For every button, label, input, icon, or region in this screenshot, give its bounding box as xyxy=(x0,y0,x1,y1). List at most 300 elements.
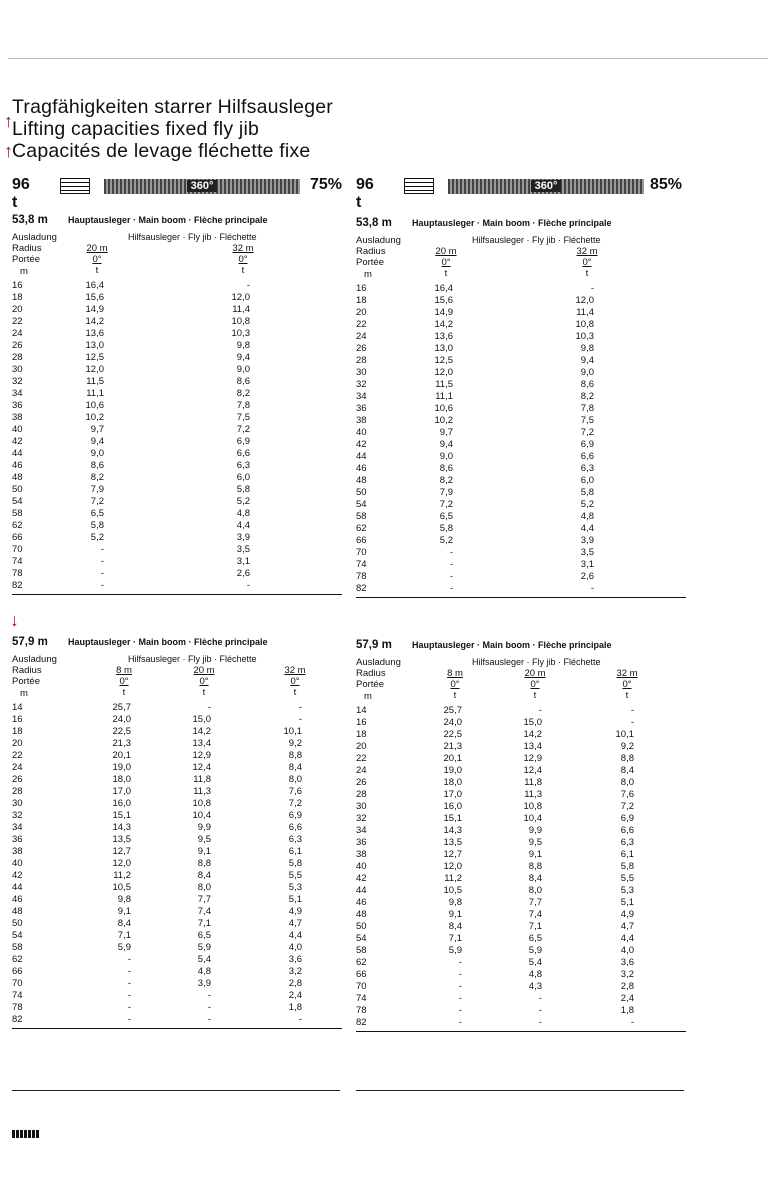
capacity-value: 6,0 xyxy=(580,475,594,486)
capacity-value: 5,9 xyxy=(448,945,462,956)
capacity-value: 6,3 xyxy=(620,837,634,848)
radius-value: 22 xyxy=(12,750,23,761)
table-row xyxy=(12,400,346,412)
radius-value: 36 xyxy=(12,400,23,411)
capacity-value: 4,0 xyxy=(620,945,634,956)
capacity-value: 14,2 xyxy=(523,729,542,740)
capacity-value: 8,6 xyxy=(236,376,250,387)
load-unit: t xyxy=(453,690,457,701)
capacity-value: 15,6 xyxy=(434,295,453,306)
capacity-value: 6,6 xyxy=(620,825,634,836)
capacity-value: 4,8 xyxy=(197,966,211,977)
capacity-value: 9,1 xyxy=(528,849,542,860)
table-row xyxy=(12,328,346,340)
radius-value: 28 xyxy=(12,786,23,797)
load-unit: t xyxy=(202,687,206,698)
capacity-value: 8,2 xyxy=(439,475,453,486)
radius-value: 28 xyxy=(12,352,23,363)
jib-length: 32 m xyxy=(232,243,254,254)
table-row xyxy=(12,906,346,918)
capacity-value: 15,0 xyxy=(192,714,211,725)
radius-value: 38 xyxy=(356,849,367,860)
footer-rule-right xyxy=(356,1090,684,1091)
radius-value: 66 xyxy=(356,535,367,546)
capacity-value: 12,4 xyxy=(192,762,211,773)
table-row xyxy=(356,729,690,741)
capacity-value: 2,6 xyxy=(580,571,594,582)
capacity-value: 7,1 xyxy=(197,918,211,929)
table-row xyxy=(12,568,346,580)
capacity-value: 24,0 xyxy=(112,714,131,725)
radius-value: 58 xyxy=(12,942,23,953)
table-row xyxy=(12,726,346,738)
radius-label-de: Ausladung xyxy=(356,657,401,668)
capacity-value: 10,4 xyxy=(192,810,211,821)
capacity-value: - xyxy=(590,283,594,294)
radius-value: 14 xyxy=(12,702,23,713)
capacity-table-53-8-85 xyxy=(356,213,690,598)
capacity-value: 13,5 xyxy=(443,837,462,848)
table-row xyxy=(356,523,690,535)
capacity-value: 4,4 xyxy=(236,520,250,531)
table-row xyxy=(356,813,690,825)
capacity-value: 7,2 xyxy=(580,427,594,438)
footer-mark xyxy=(12,1130,40,1138)
main-boom-label: Hauptausleger · Main boom · Flèche principale xyxy=(68,215,268,225)
radius-value: 32 xyxy=(356,813,367,824)
capacity-value: - xyxy=(630,1017,634,1028)
capacity-value: 12,7 xyxy=(112,846,131,857)
radius-value: 32 xyxy=(356,379,367,390)
load-unit: t xyxy=(625,690,629,701)
capacity-value: 11,5 xyxy=(435,379,453,390)
radius-value: 32 xyxy=(12,376,23,387)
load-unit: t xyxy=(444,268,448,279)
main-boom-label: Hauptausleger · Main boom · Flèche principale xyxy=(412,640,612,650)
radius-value: 44 xyxy=(356,885,367,896)
jib-length-header xyxy=(228,243,258,276)
table-row xyxy=(12,484,346,496)
radius-label-de: Ausladung xyxy=(12,232,57,243)
table-row xyxy=(12,762,346,774)
capacity-value: 11,8 xyxy=(193,774,211,785)
capacity-value: 9,7 xyxy=(90,424,104,435)
capacity-value: - xyxy=(207,1014,211,1025)
capacity-value: 5,2 xyxy=(580,499,594,510)
radius-unit: m xyxy=(20,266,28,277)
capacity-value: 13,4 xyxy=(192,738,211,749)
capacity-value: 12,0 xyxy=(434,367,453,378)
capacity-value: - xyxy=(458,969,462,980)
capacity-value: 9,1 xyxy=(197,846,211,857)
capacity-value: 1,8 xyxy=(620,1005,634,1016)
jib-length: 20 m xyxy=(86,243,108,254)
capacity-value: 12,0 xyxy=(112,858,131,869)
table-row xyxy=(356,1017,690,1029)
capacity-value: 3,6 xyxy=(620,957,634,968)
table-row xyxy=(356,295,690,307)
table-row xyxy=(356,475,690,487)
capacity-value: 10,5 xyxy=(443,885,462,896)
capacity-value: 11,2 xyxy=(444,873,462,884)
table-row xyxy=(12,810,346,822)
radius-value: 40 xyxy=(12,858,23,869)
capacity-value: 20,1 xyxy=(112,750,131,761)
radius-value: 28 xyxy=(356,355,367,366)
capacity-value: - xyxy=(449,571,453,582)
table-row xyxy=(356,379,690,391)
capacity-value: - xyxy=(100,580,104,591)
column-headers xyxy=(12,232,346,280)
table-row xyxy=(356,583,690,595)
table-row xyxy=(356,837,690,849)
capacity-value: 3,5 xyxy=(236,544,250,555)
radius-value: 78 xyxy=(12,568,23,579)
table-row xyxy=(12,894,346,906)
capacity-value: 7,7 xyxy=(528,897,542,908)
jib-angle: 0° xyxy=(199,676,209,687)
counterweight-icon xyxy=(404,178,434,194)
capacity-value: 6,3 xyxy=(580,463,594,474)
radius-value: 42 xyxy=(356,873,367,884)
jib-length: 8 m xyxy=(447,668,463,679)
counterweight-icon xyxy=(60,178,90,194)
table-row xyxy=(356,403,690,415)
table-row xyxy=(12,954,346,966)
radius-unit: m xyxy=(364,269,372,280)
capacity-value: 8,2 xyxy=(90,472,104,483)
capacity-value: 7,1 xyxy=(528,921,542,932)
radius-value: 30 xyxy=(356,367,367,378)
capacity-value: 7,1 xyxy=(448,933,462,944)
table-row xyxy=(12,990,346,1002)
radius-value: 32 xyxy=(12,810,23,821)
capacity-value: 4,8 xyxy=(580,511,594,522)
radius-value: 50 xyxy=(12,918,23,929)
table-row xyxy=(12,556,346,568)
capacity-value: - xyxy=(449,559,453,570)
capacity-value: 16,4 xyxy=(434,283,453,294)
title-de: Tragfähigkeiten starrer Hilfsausleger xyxy=(12,96,333,118)
table-row xyxy=(356,849,690,861)
capacity-value: 6,9 xyxy=(288,810,302,821)
capacity-value: 6,9 xyxy=(236,436,250,447)
table-row xyxy=(12,786,346,798)
capacity-value: 4,4 xyxy=(620,933,634,944)
table-row xyxy=(12,738,346,750)
capacity-value: 5,4 xyxy=(528,957,542,968)
capacity-value: 9,4 xyxy=(580,355,594,366)
capacity-value: - xyxy=(207,990,211,1001)
capacity-value: - xyxy=(100,544,104,555)
capacity-value: 5,8 xyxy=(580,487,594,498)
radius-value: 48 xyxy=(12,472,23,483)
radius-value: 48 xyxy=(12,906,23,917)
capacity-value: 13,6 xyxy=(434,331,453,342)
radius-value: 16 xyxy=(12,280,23,291)
table-row xyxy=(12,930,346,942)
radius-value: 42 xyxy=(12,870,23,881)
radius-value: 82 xyxy=(356,1017,367,1028)
radius-value: 82 xyxy=(12,580,23,591)
capacity-value: 7,9 xyxy=(90,484,104,495)
capacity-value: 6,9 xyxy=(620,813,634,824)
capacity-value: 5,2 xyxy=(439,535,453,546)
capacity-value: 9,1 xyxy=(117,906,131,917)
capacity-value: 12,9 xyxy=(523,753,542,764)
radius-value: 70 xyxy=(356,547,367,558)
jib-length: 20 m xyxy=(193,665,215,676)
slew-range-icon xyxy=(448,179,644,194)
column-headers xyxy=(12,654,346,702)
capacity-value: 9,7 xyxy=(439,427,453,438)
capacity-value: 10,2 xyxy=(434,415,453,426)
radius-value: 78 xyxy=(356,571,367,582)
radius-value: 70 xyxy=(12,544,23,555)
capacity-value: 3,2 xyxy=(288,966,302,977)
capacity-value: 4,7 xyxy=(620,921,634,932)
radius-value: 26 xyxy=(12,340,23,351)
jib-angle: 0° xyxy=(238,254,248,265)
capacity-value: - xyxy=(100,568,104,579)
table-row xyxy=(356,571,690,583)
radius-value: 22 xyxy=(12,316,23,327)
load-unit: t xyxy=(293,687,297,698)
capacity-value: 7,2 xyxy=(288,798,302,809)
boom-length: 57,9 m xyxy=(12,636,48,648)
table-rule xyxy=(12,1028,342,1029)
table-row xyxy=(356,909,690,921)
capacity-value: 12,7 xyxy=(443,849,462,860)
down-arrow-icon: ↓ xyxy=(10,610,19,630)
capacity-value: 5,4 xyxy=(197,954,211,965)
capacity-value: 15,0 xyxy=(523,717,542,728)
capacity-value: 3,6 xyxy=(288,954,302,965)
table-row xyxy=(356,777,690,789)
capacity-value: 12,4 xyxy=(523,765,542,776)
capacity-value: - xyxy=(590,583,594,594)
capacity-value: 5,1 xyxy=(620,897,634,908)
table-row xyxy=(356,741,690,753)
capacity-value: 3,9 xyxy=(580,535,594,546)
up-arrow-icon: ↑ xyxy=(4,111,13,131)
percent-label: 85% xyxy=(650,176,683,193)
radius-value: 38 xyxy=(356,415,367,426)
capacity-value: 8,8 xyxy=(528,861,542,872)
table-row xyxy=(356,885,690,897)
capacity-value: 9,4 xyxy=(439,439,453,450)
radius-value: 66 xyxy=(12,966,23,977)
capacity-value: 2,4 xyxy=(620,993,634,1004)
table-row xyxy=(12,580,346,592)
table-row xyxy=(12,376,346,388)
capacity-value: 7,2 xyxy=(439,499,453,510)
table-row xyxy=(356,307,690,319)
radius-label-fr: Portée xyxy=(12,676,40,687)
capacity-value: 13,5 xyxy=(112,834,131,845)
capacity-value: - xyxy=(458,957,462,968)
capacity-value: 9,1 xyxy=(448,909,462,920)
capacity-value: 5,5 xyxy=(288,870,302,881)
radius-value: 46 xyxy=(12,894,23,905)
table-row xyxy=(356,451,690,463)
capacity-value: 17,0 xyxy=(443,789,462,800)
capacity-value: 5,9 xyxy=(528,945,542,956)
jib-length: 20 m xyxy=(435,246,457,257)
capacity-value: 6,5 xyxy=(197,930,211,941)
radius-value: 18 xyxy=(356,295,367,306)
capacity-value: 6,0 xyxy=(236,472,250,483)
capacity-value: 8,6 xyxy=(439,463,453,474)
capacity-value: 7,5 xyxy=(236,412,250,423)
capacity-value: 4,4 xyxy=(580,523,594,534)
capacity-value: 9,8 xyxy=(117,894,131,905)
radius-value: 20 xyxy=(12,304,23,315)
table-row xyxy=(356,957,690,969)
radius-value: 50 xyxy=(356,921,367,932)
capacity-value: 12,0 xyxy=(85,364,104,375)
table-row xyxy=(12,870,346,882)
table-row xyxy=(12,858,346,870)
capacity-value: 21,3 xyxy=(443,741,462,752)
radius-value: 34 xyxy=(356,391,367,402)
fly-jib-label: Hilfsausleger · Fly jib · Fléchette xyxy=(472,657,601,667)
capacity-value: 10,2 xyxy=(85,412,104,423)
capacity-value: 6,9 xyxy=(580,439,594,450)
radius-value: 24 xyxy=(356,765,367,776)
radius-value: 26 xyxy=(12,774,23,785)
radius-value: 38 xyxy=(12,412,23,423)
capacity-value: 8,4 xyxy=(528,873,542,884)
capacity-value: 5,2 xyxy=(236,496,250,507)
capacity-value: 8,4 xyxy=(288,762,302,773)
capacity-value: 25,7 xyxy=(112,702,131,713)
capacity-value: 8,2 xyxy=(236,388,250,399)
capacity-value: - xyxy=(538,1005,542,1016)
capacity-value: 11,5 xyxy=(86,376,104,387)
capacity-value: - xyxy=(458,1017,462,1028)
capacity-value: 7,9 xyxy=(439,487,453,498)
capacity-value: 7,5 xyxy=(580,415,594,426)
fly-jib-label: Hilfsausleger · Fly jib · Fléchette xyxy=(128,232,257,242)
capacity-value: 14,3 xyxy=(112,822,131,833)
capacity-value: - xyxy=(127,966,131,977)
table-row xyxy=(12,834,346,846)
capacity-value: 7,1 xyxy=(117,930,131,941)
table-row xyxy=(356,945,690,957)
radius-value: 22 xyxy=(356,319,367,330)
counterweight-label: 96 t xyxy=(356,176,374,211)
footer-rule-left xyxy=(12,1090,340,1091)
capacity-value: 9,4 xyxy=(90,436,104,447)
capacity-value: 8,4 xyxy=(197,870,211,881)
radius-value: 16 xyxy=(356,283,367,294)
capacity-value: 10,5 xyxy=(112,882,131,893)
capacity-value: 9,8 xyxy=(448,897,462,908)
radius-value: 20 xyxy=(356,741,367,752)
capacity-value: 5,8 xyxy=(620,861,634,872)
capacity-value: 15,1 xyxy=(443,813,462,824)
radius-value: 62 xyxy=(356,957,367,968)
table-row xyxy=(12,882,346,894)
capacity-value: 13,4 xyxy=(523,741,542,752)
radius-value: 44 xyxy=(356,451,367,462)
capacity-value: 3,1 xyxy=(236,556,250,567)
radius-value: 44 xyxy=(12,882,23,893)
capacity-value: 7,6 xyxy=(620,789,634,800)
up-arrow-icon: ↑ xyxy=(4,141,13,161)
capacity-value: 4,3 xyxy=(528,981,542,992)
jib-length-header xyxy=(82,243,112,276)
capacity-value: 9,4 xyxy=(236,352,250,363)
table-row xyxy=(356,547,690,559)
capacity-value: 10,6 xyxy=(85,400,104,411)
radius-value: 46 xyxy=(12,460,23,471)
capacity-value: 6,3 xyxy=(288,834,302,845)
table-row xyxy=(356,897,690,909)
load-unit: t xyxy=(122,687,126,698)
table-row xyxy=(356,331,690,343)
jib-angle: 0° xyxy=(622,679,632,690)
capacity-value: 5,8 xyxy=(90,520,104,531)
capacity-value: 5,1 xyxy=(288,894,302,905)
capacity-value: 16,0 xyxy=(112,798,131,809)
capacity-value: - xyxy=(449,547,453,558)
capacity-value: 22,5 xyxy=(112,726,131,737)
capacity-value: 10,6 xyxy=(434,403,453,414)
radius-value: 74 xyxy=(356,559,367,570)
radius-value: 62 xyxy=(12,954,23,965)
radius-value: 54 xyxy=(356,499,367,510)
table-row xyxy=(12,774,346,786)
capacity-value: 13,6 xyxy=(85,328,104,339)
radius-value: 48 xyxy=(356,475,367,486)
capacity-value: - xyxy=(127,954,131,965)
column-headers xyxy=(356,235,690,283)
capacity-value: 12,5 xyxy=(434,355,453,366)
capacity-value: 3,9 xyxy=(197,978,211,989)
capacity-table-53-8-75 xyxy=(12,210,346,595)
radius-value: 22 xyxy=(356,753,367,764)
capacity-value: 11,3 xyxy=(193,786,211,797)
capacity-value: 13,0 xyxy=(85,340,104,351)
table-row xyxy=(12,544,346,556)
table-row xyxy=(356,463,690,475)
table-row xyxy=(12,978,346,990)
load-unit: t xyxy=(533,690,537,701)
capacity-value: - xyxy=(127,990,131,1001)
capacity-value: 3,1 xyxy=(580,559,594,570)
capacity-value: 18,0 xyxy=(443,777,462,788)
radius-unit: m xyxy=(364,691,372,702)
capacity-value: 4,7 xyxy=(288,918,302,929)
capacity-value: 9,2 xyxy=(288,738,302,749)
table-row xyxy=(12,822,346,834)
table-row xyxy=(356,933,690,945)
radius-value: 40 xyxy=(356,427,367,438)
table-row xyxy=(356,825,690,837)
capacity-value: 2,4 xyxy=(288,990,302,1001)
capacity-value: - xyxy=(207,1002,211,1013)
capacity-value: 7,2 xyxy=(620,801,634,812)
jib-length-header xyxy=(431,246,461,279)
jib-length-header xyxy=(109,665,139,698)
radius-label-en: Radius xyxy=(356,668,386,679)
jib-angle: 0° xyxy=(530,679,540,690)
table-row xyxy=(12,424,346,436)
capacity-value: 5,9 xyxy=(197,942,211,953)
capacity-value: 8,0 xyxy=(288,774,302,785)
